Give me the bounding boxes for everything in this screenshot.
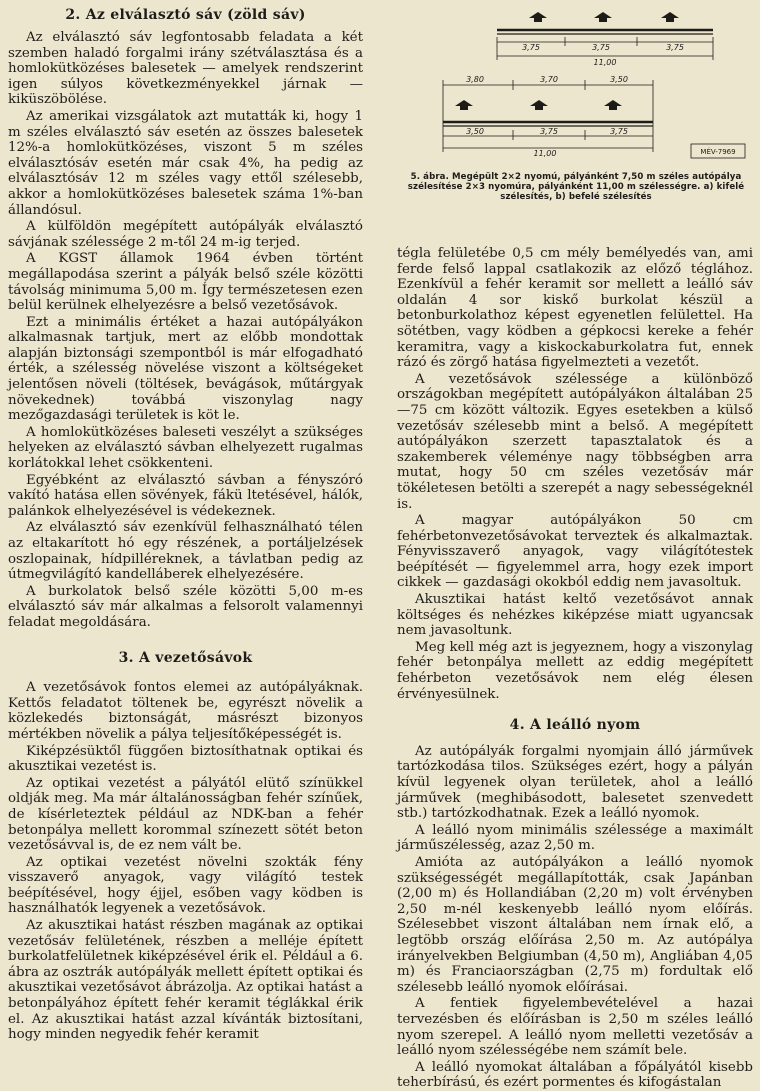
section-heading: 2. Az elválasztó sáv (zöld sáv) [65,7,306,23]
figure-caption: 5. ábra. Megépült 2×2 nyomú, pályánként 7,50 m széles autópálya szélesítése 2×3 nyomúra, pályánként 11,00 m szélességre. a) kifelé szélesítés, b) befelé szélesítés [407,172,745,202]
paragraph: tégla felületébe 0,5 cm mély bemélyedés van, ami ferde felső lappal csatlakozik az előző téglához. Ezenkívül a fehér keramit sor mellett a leálló sáv oldalán 4 sor kiskő burkolat készül a betonburkolathoz képest egyenetlen felülettel. Ha sötétben, vagy ködben a gépkocsi kereke a fehér keramitra, vagy a kiskockaburkolatra fut, ennek rázó és zörgő hatása figyelmezteti a vezetőt. [397,246,753,371]
paragraph: Az akusztikai hatást részben magának az optikai vezetősáv felületének, részben a melléje épített burkolatfelületnek kiképzésével érik el. Például a 6. ábra az osztrák autópályák mellett épített optikai és akusztikai vezetősávot ábrázolja. Az optikai hatást a betonpályához épített fehér keramit téglákkal érik el. Az akusztikai hatást azzal kívánták biztosítani, hogy minden negyedik fehér keramit [8,918,363,1043]
paragraph: A vezetősávok fontos elemei az autópályáknak. Kettős feladatot töltenek be, egyrészt növelik a közlekedés biztonságát, másrészt bizonyos mértékben növelik a pálya teljesítőképességét is. [8,680,363,742]
dim-label: 3,75 [666,43,684,52]
left-column [8,0,363,1043]
paragraph: A KGST államok 1964 évben történt megállapodása szerint a pályák belső széle közötti távolság minimuma 5,00 m. Így természetesen ezen belül kerülnek elhelyezésre a belső vezetősávok. [8,251,363,314]
dim-label: 3,80 [466,75,484,84]
dim-label: 3,50 [610,75,628,84]
arrow-up-icon [661,12,679,22]
paragraph: Az autópályák forgalmi nyomjain álló járművek tartózkodása tilos. Szükséges ezért, hogy a pályán kívül legyenek olyan területek, ahol a leálló járművek (meghibásodott, balesetet szenvedett stb.) tartózkodhatnak. Ezek a leálló nyomok. [397,743,753,822]
paragraph: Akusztikai hatást keltő vezetősávot annak költséges és nehézkes kiképzése miatt ugyancsak nem javasoltunk. [397,592,753,639]
arrow-up-icon [455,100,473,110]
paragraph: Ezt a minimális értéket a hazai autópályákon alkalmasnak tartjuk, mert az előbb mondottak alapján biztonsági szempontból is már elfogadható érték, a szélesség növelése viszont a költségeket jelentősen növeli (töltések, bevágások, műtárgyak növekednek) továbbá viszonylag nagy mezőgazdasági területek is köt le. [8,314,363,424]
dim-label: 3,70 [540,75,558,84]
figure-5 [395,0,757,246]
section-heading: 4. A leálló nyom [509,717,641,734]
paragraph: Amióta az autópályákon a leálló nyomok szükségességét megállapították, csak Japánban (2,00 m) és Hollandiában (2,20 m) volt érvényben 2,50 m-nél keskenyebb leálló nyom előírás. Szélesebbet viszont általában nem írnak elő, a legtöbb ország előírása 2,50 m. Az autópálya irányelvekben Belgiumban (4,50 m), Angliában 4,05 m) és Franciaországban (2,75 m) fordultak elő szélesebb leálló nyomok előírásai. [397,854,753,995]
paragraph: Az elválasztó sáv ezenkívül felhasználható télen az eltakarított hó egy részének, a portáljelzések oszlopainak, hídpilléreknek, a távlatban pedig az útmegvilágító kandelláberek elhelyezésére. [8,520,363,583]
paragraph: A burkolatok belső széle közötti 5,00 m-es elválasztó sáv már alkalmas a felsorolt valamennyi feladat megoldására. [8,583,363,630]
paragraph: A leálló nyom minimális szélessége a maximált járműszélesség, azaz 2,50 m. [397,822,753,854]
dim-total-label: 11,00 [533,149,557,158]
paragraph: Kiképzésüktől függően biztosíthatnak optikai és akusztikai vezetést is. [8,743,363,775]
dim-label: 3,50 [466,127,484,136]
paragraph: Az optikai vezetést növelni szokták fény visszaverő anyagok, vagy világító testek beépítésével, hogy éjjel, esőben vagy ködben is használhatók legyenek a vezetősávok. [8,854,363,917]
right-column [397,246,753,1091]
paragraph: A leálló nyomokat általában a főpályától kisebb teherbírású, és ezért pormentes és kifogástalan [397,1059,753,1091]
dim-total-label: 11,00 [593,58,617,67]
paragraph: Meg kell még azt is jegyeznem, hogy a viszonylag fehér betonpálya mellett az eddig megépített fehérbeton vezetősávok nem elég élesen érvényesülnek. [397,639,753,702]
paragraph: Az amerikai vizsgálatok azt mutatták ki, hogy 1 m széles elválasztó sáv esetén az összes balesetek 12%-a homlokütközéses, viszont 5 m széles elválasztósáv esetén már csak 4%, ha pedig az elválasztósáv 12 m széles vagy ettől szélesebb, akkor a homlokütközéses balesetek száma 1%-ban állandósul. [8,108,363,218]
paragraph: A magyar autópályákon 50 cm fehérbetonvezetősávokat terveztek és alkalmaztak. Fényvisszaverő anyagok, vagy világítótestek beépítését — figyelemmel arra, hogy ezek import cikkek — gazdasági okokból eddig nem javasoltuk. [397,513,753,591]
arrow-up-icon [604,100,622,110]
arrow-up-icon [529,12,547,22]
arrow-up-icon [530,100,548,110]
dim-label: 3,75 [610,127,628,136]
paragraph: A fentiek figyelembevételével a hazai tervezésben és előírásban is 2,50 m széles leálló nyom szerepel. A leálló nyom melletti vezetősáv a leálló nyom szélességébe nem számít bele. [397,996,753,1059]
paragraph: A külföldön megépített autópályák elválasztó sávjának szélessége 2 m-től 24 m-ig terjed. [8,219,363,250]
section-heading: 3. A vezetősávok [118,649,253,666]
dim-label: 3,75 [592,43,610,52]
paragraph: Egyébként az elválasztó sávban a fényszóró vakító hatása ellen sövények, fákü ltetésével, hálók, palánkok elhelyezésével is védekeznek. [8,472,363,519]
paragraph: A homlokütközéses baleseti veszélyt a szükséges helyeken az elválasztó sávban elhelyezett rugalmas korlátokkal lehet csökkenteni. [8,424,363,472]
arrow-up-icon [594,12,612,22]
cross-section-drawing [395,0,757,170]
dim-label: 3,75 [540,127,558,136]
dim-label: 3,75 [522,43,540,52]
stamp-label: MÉV-7969 [700,148,736,156]
paragraph: Az optikai vezetést a pályától elütő színükkel oldják meg. Ma már általánosságban fehér színűek, de kísérleteztek például az NDK-ban a fehér betonpálya mellett korommal színezett sötét beton vezetősávval is, de ez nem vált be. [8,775,363,854]
paragraph: Az elválasztó sáv legfontosabb feladata a két szemben haladó forgalmi irány szétválasztása és a homlokütközéses balesetek — amelyek rendszerint igen súlyos következményekkel járnak — kiküszöbölése. [8,30,363,108]
paragraph: A vezetősávok szélessége a különböző országokban megépített autópályákon általában 25—75 cm között változik. Egyes esetekben a külső vezetősáv szélesebb mint a belső. A megépített autópályákon szerzett tapasztalatok és a szakemberek véleménye nagy többségben arra mutat, hogy 50 cm széles vezetősáv már tökéletesen betölti a szerepét a nagy sebességeknél is. [397,371,753,512]
